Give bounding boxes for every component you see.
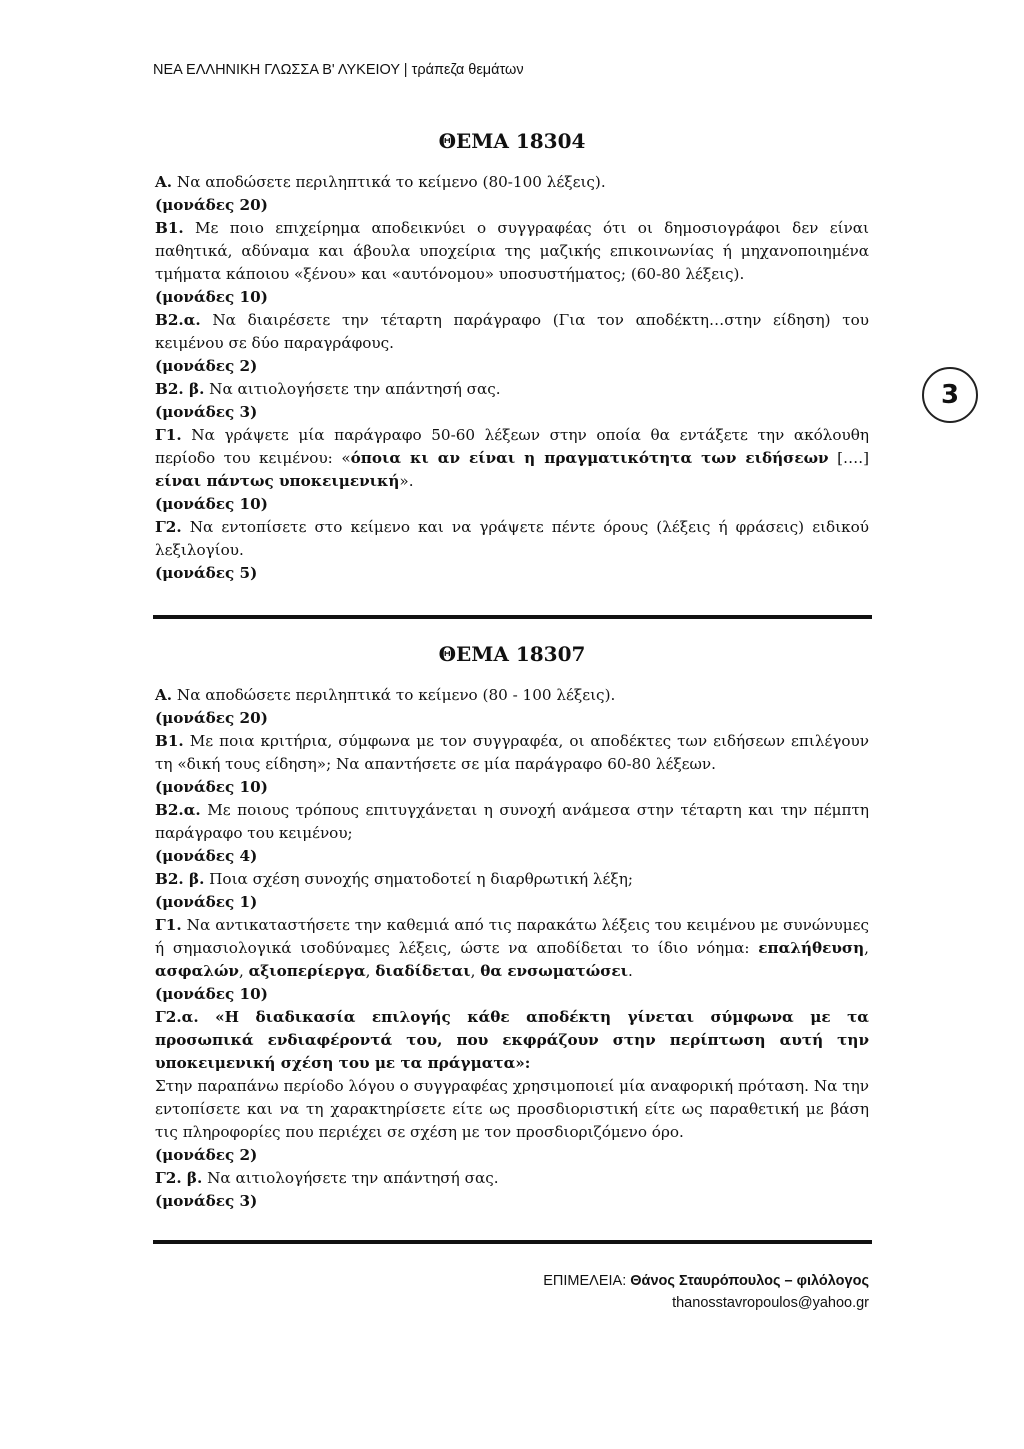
topic-18304 — [155, 127, 869, 585]
marks-b1: (μονάδες 10) — [155, 288, 268, 306]
topic-title: ΘΕΜΑ 18307 — [438, 642, 586, 666]
question-g2a: Στην παραπάνω περίοδο λόγου ο συγγραφέας χρησιμοποιεί μία αναφορική πρόταση. Να την εντοπίσετε και να τη χαρακτηρίσετε είτε ως προσδιοριστική είτε ως παραθετική με βάση τις πληροφορίες που περιέχει σε σχέση με τον προσδιοριζόμενο όρο. — [155, 1077, 869, 1141]
marks-b1: (μονάδες 10) — [155, 778, 268, 796]
question-b2a: Β2.α. Να διαιρέσετε την τέταρτη παράγραφο (Για τον αποδέκτη…στην είδηση) του κειμένου σε δύο παραγράφους. — [155, 311, 869, 352]
question-a: Α. Να αποδώσετε περιληπτικά το κείμενο (80-100 λέξεις). — [155, 173, 606, 191]
question-g2: Γ2. Να εντοπίσετε στο κείμενο και να γράψετε πέντε όρους (λέξεις ή φράσεις) ειδικού λεξιλογίου. — [155, 518, 869, 559]
question-a: Α. Να αποδώσετε περιληπτικά το κείμενο (80 - 100 λέξεις). — [155, 686, 616, 704]
marks-b2a: (μονάδες 2) — [155, 357, 258, 375]
marks-g2a: (μονάδες 2) — [155, 1146, 258, 1164]
footer-email: thanosstavropoulos@yahoo.gr — [672, 1295, 869, 1311]
page-number-badge: 3 — [922, 367, 978, 423]
question-b1: Β1. Με ποιο επιχείρημα αποδεικνύει ο συγγραφέας ότι οι δημοσιογράφοι δεν είναι παθητικά, αδύναμα και άβουλα υποχείρια της μαζικής επικοινωνίας ή μηχανοποιημένα τμήματα κάποιου «ξένου» και «αυτόνομου» υποσυστήματος; (60-80 λέξεις). — [155, 219, 869, 283]
marks-a: (μονάδες 20) — [155, 196, 268, 214]
marks-g2: (μονάδες 5) — [155, 564, 258, 582]
question-b2b: Β2. β. Να αιτιολογήσετε την απάντησή σας. — [155, 380, 501, 398]
question-b2a: Β2.α. Με ποιους τρόπους επιτυγχάνεται η συνοχή ανάμεσα στην τέταρτη και την πέμπτη παράγραφο του κειμένου; — [155, 801, 869, 842]
marks-a: (μονάδες 20) — [155, 709, 268, 727]
document-header: ΝΕΑ ΕΛΛΗΝΙΚΗ ΓΛΩΣΣΑ Β' ΛΥΚΕΙΟΥ | τράπεζα θεμάτων — [153, 62, 524, 78]
marks-g1: (μονάδες 10) — [155, 985, 268, 1003]
topic-title: ΘΕΜΑ 18304 — [438, 129, 586, 153]
topic-18307 — [155, 640, 869, 1213]
marks-b2b: (μονάδες 1) — [155, 893, 258, 911]
section-divider — [153, 615, 872, 619]
footer — [543, 1270, 869, 1314]
footer-credit: ΕΠΙΜΕΛΕΙΑ: Θάνος Σταυρόπουλος – φιλόλογος — [543, 1273, 869, 1289]
marks-g1: (μονάδες 10) — [155, 495, 268, 513]
question-b1: Β1. Με ποια κριτήρια, σύμφωνα με τον συγγραφέα, οι αποδέκτες των ειδήσεων επιλέγουν τη «δική τους είδηση»; Να απαντήσετε σε μία παράγραφο 60-80 λέξεων. — [155, 732, 869, 773]
question-g2b: Γ2. β. Να αιτιολογήσετε την απάντησή σας. — [155, 1169, 499, 1187]
question-g1: Γ1. Να γράψετε μία παράγραφο 50-60 λέξεων στην οποία θα εντάξετε την ακόλουθη περίοδο του κειμένου: «όποια κι αν είναι η πραγματικότητα των ειδήσεων [….] είναι πάντως υποκειμενική». — [155, 426, 869, 490]
question-g2a-quote: Γ2.α. «Η διαδικασία επιλογής κάθε αποδέκτη γίνεται σύμφωνα με τα προσωπικά ενδιαφέροντά του, που εκφράζουν στην περίπτωση αυτή την υποκειμενική σχέση του με τα πράγματα»: — [155, 1008, 869, 1072]
question-b2b: Β2. β. Ποια σχέση συνοχής σηματοδοτεί η διαρθρωτική λέξη; — [155, 870, 633, 888]
section-divider — [153, 1240, 872, 1244]
marks-g2b: (μονάδες 3) — [155, 1192, 258, 1210]
marks-b2a: (μονάδες 4) — [155, 847, 258, 865]
question-g1: Γ1. Να αντικαταστήσετε την καθεμιά από τις παρακάτω λέξεις του κειμένου με συνώνυμες ή σημασιολογικά ισοδύναμες λέξεις, ώστε να αποδίδεται το ίδιο νόημα: επαλήθευση, ασφαλών, αξιοπερίεργα, διαδίδεται, θα ενσωματώσει. — [155, 916, 869, 980]
marks-b2b: (μονάδες 3) — [155, 403, 258, 421]
